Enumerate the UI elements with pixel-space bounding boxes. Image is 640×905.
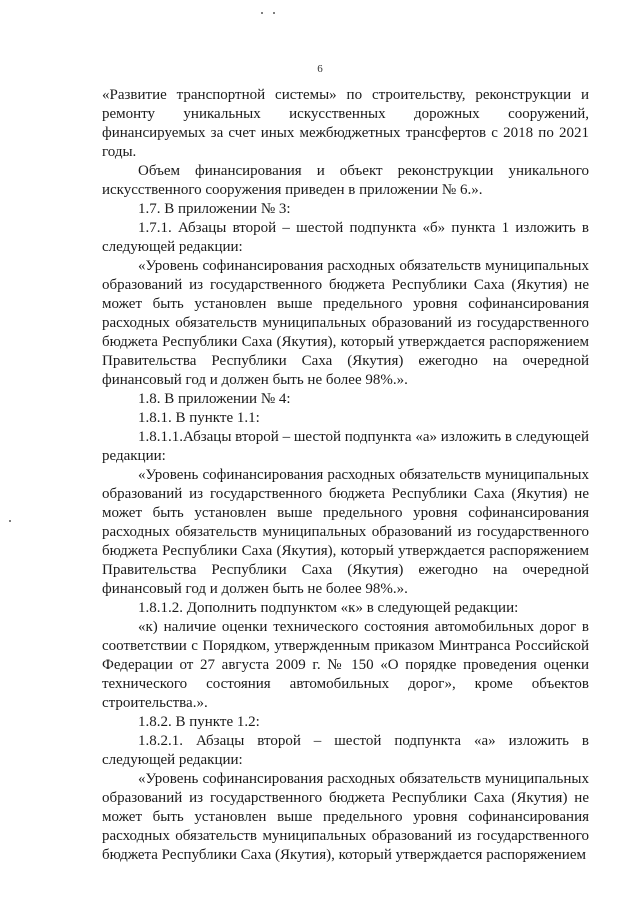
paragraph: 1.7. В приложении № 3: [138,201,291,217]
paragraph: 1.8.2.1. Абзацы второй – шестой подпункта «а» изложить в следующей редакции: [102,733,589,768]
paragraph: 1.8.1.1.Абзацы второй – шестой подпункта «а» изложить в следующей редакции: [102,429,589,464]
scan-speck [273,12,275,14]
scan-speck [261,12,263,14]
paragraph: 1.8.1.2. Дополнить подпунктом «к» в следующей редакции: [138,600,519,616]
paragraph: 1.7.1. Абзацы второй – шестой подпункта «б» пункта 1 изложить в следующей редакции: [102,220,589,255]
paragraph: «Уровень софинансирования расходных обязательств муниципальных образований из государственного бюджета Республики Саха (Якутия) не может быть установлен выше предельного уровня софинансирования расходных обязательств муниципальных образований из государственного бюджета Республики Саха (Якутия), который утверждается распоряжением Правительства Республики Саха (Якутия) ежегодно на очередной финансовый год и должен быть не более 98%.». [102,467,589,597]
paragraph: Объем финансирования и объект реконструкции уникального искусственного сооружения приведен в приложении № 6.». [102,163,589,198]
paragraph: «Уровень софинансирования расходных обязательств муниципальных образований из государственного бюджета Республики Саха (Якутия) не может быть установлен выше предельного уровня софинансирования расходных обязательств муниципальных образований из государственного бюджета Республики Саха (Якутия), который утверждается распоряжением Правительства Республики Саха (Якутия) ежегодно на очередной финансовый год и должен быть не более 98%.». [102,258,589,388]
paragraph: «к) наличие оценки технического состояния автомобильных дорог в соответствии с Порядком, утвержденным приказом Минтранса Российской Федерации от 27 августа 2009 г. № 150 «О порядке проведения оценки технического состояния автомобильных дорог», кроме объектов строительства.». [102,619,589,711]
paragraph: 1.8.2. В пункте 1.2: [138,714,260,730]
page-number: 6 [317,63,323,75]
paragraph: «Уровень софинансирования расходных обязательств муниципальных образований из государственного бюджета Республики Саха (Якутия) не может быть установлен выше предельного уровня софинансирования расходных обязательств муниципальных образований из государственного бюджета Республики Саха (Якутия), который утверждается распоряжением [102,771,589,863]
paragraph: 1.8.1. В пункте 1.1: [138,410,260,426]
paragraph: «Развитие транспортной системы» по строительству, реконструкции и ремонту уникальных искусственных дорожных сооружений, финансируемых за счет иных межбюджетных трансфертов с 2018 по 2021 годы. [102,87,589,160]
scan-speck [9,520,11,522]
document-body [102,86,589,865]
paragraph: 1.8. В приложении № 4: [138,391,291,407]
